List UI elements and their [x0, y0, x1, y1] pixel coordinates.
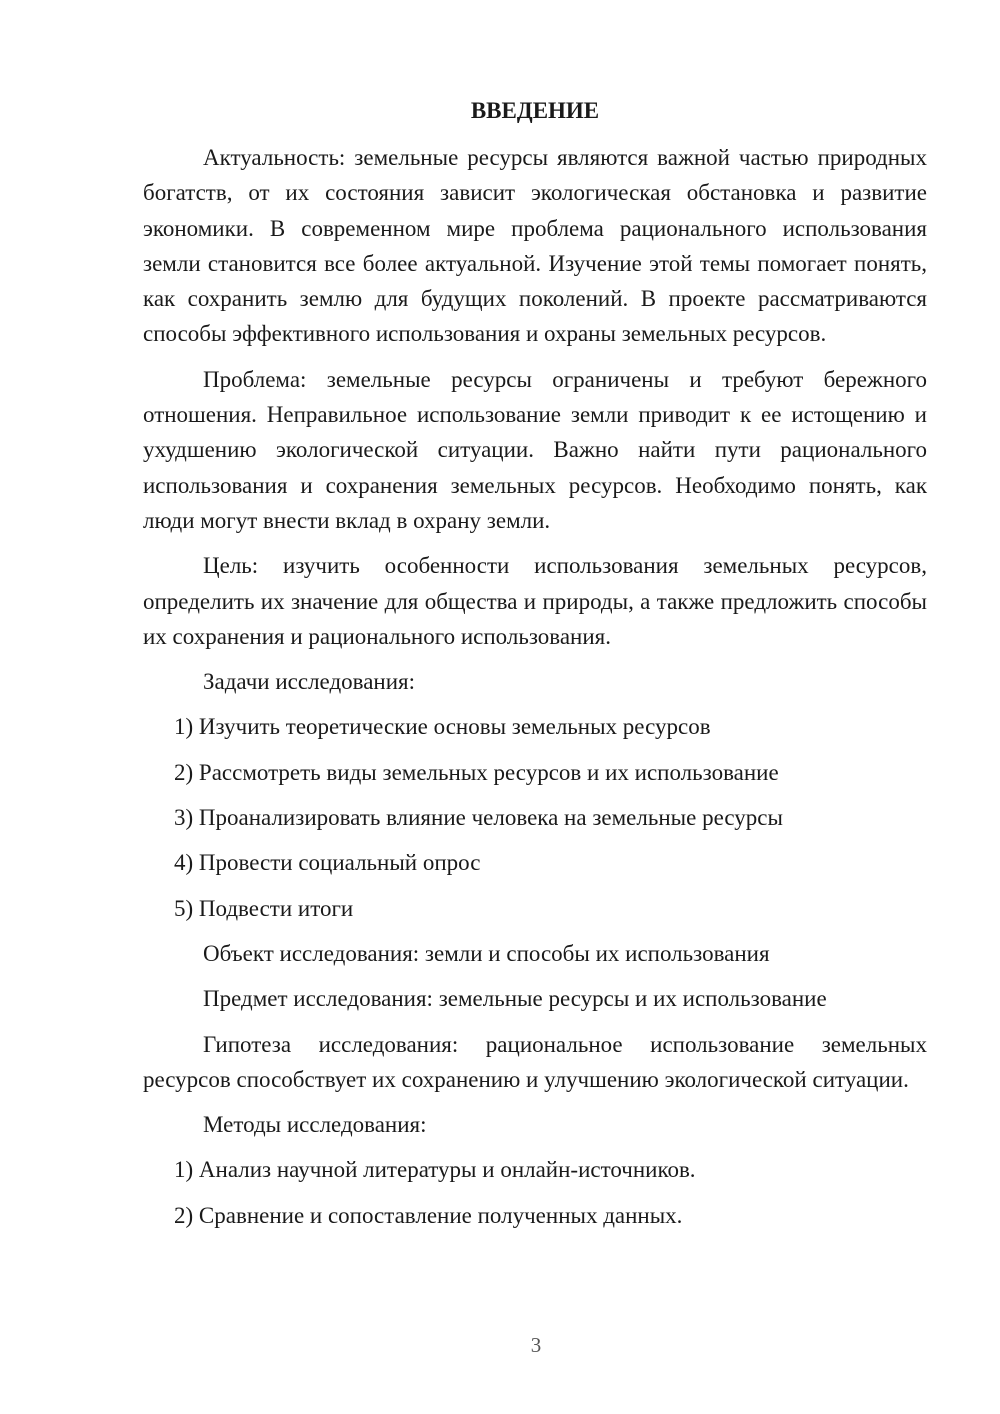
page-number: 3: [530, 1333, 542, 1357]
relevance-paragraph: Актуальность: земельные ресурсы являются важной частью природных богатств, от их состояния зависит экологическая обстановка и развитие экономики. В современном мире проблема рационального использования земли становится все более актуальной. Изучение этой темы помогает понять, как сохранить землю для будущих поколений. В проекте рассматриваются способы эффективного использования и охраны земельных ресурсов.: [143, 145, 927, 347]
list-item: 1) Изучить теоретические основы земельных ресурсов: [174, 714, 711, 740]
list-item: 4) Провести социальный опрос: [174, 850, 481, 876]
methods-list: [143, 1152, 927, 1233]
list-item: 2) Сравнение и сопоставление полученных данных.: [174, 1202, 683, 1228]
list-item: 3) Проанализировать влияние человека на земельные ресурсы: [174, 805, 783, 831]
document-page: [143, 93, 927, 1243]
list-item: 5) Подвести итоги: [174, 895, 354, 921]
methods-heading: Методы исследования:: [203, 1112, 427, 1138]
goal-paragraph: Цель: изучить особенности использования земельных ресурсов, определить их значение для общества и природы, а также предложить способы их сохранения и рационального использования.: [143, 553, 927, 649]
list-item: 2) Рассмотреть виды земельных ресурсов и их использование: [174, 759, 779, 785]
page-title: ВВЕДЕНИЕ: [470, 98, 600, 123]
subject-line: Предмет исследования: земельные ресурсы и их использование: [203, 986, 827, 1012]
tasks-list: [143, 709, 927, 925]
object-line: Объект исследования: земли и способы их использования: [203, 940, 770, 966]
list-item: 1) Анализ научной литературы и онлайн-источников.: [174, 1157, 696, 1183]
hypothesis-paragraph: Гипотеза исследования: рациональное использование земельных ресурсов способствует их сохранению и улучшению экологической ситуации.: [143, 1031, 927, 1092]
problem-paragraph: Проблема: земельные ресурсы ограничены и требуют бережного отношения. Неправильное использование земли приводит к ее истощению и ухудшению экологической ситуации. Важно найти пути рационального использования и сохранения земельных ресурсов. Необходимо понять, как люди могут внести вклад в охрану земли.: [143, 366, 927, 533]
tasks-heading: Задачи исследования:: [203, 669, 416, 695]
